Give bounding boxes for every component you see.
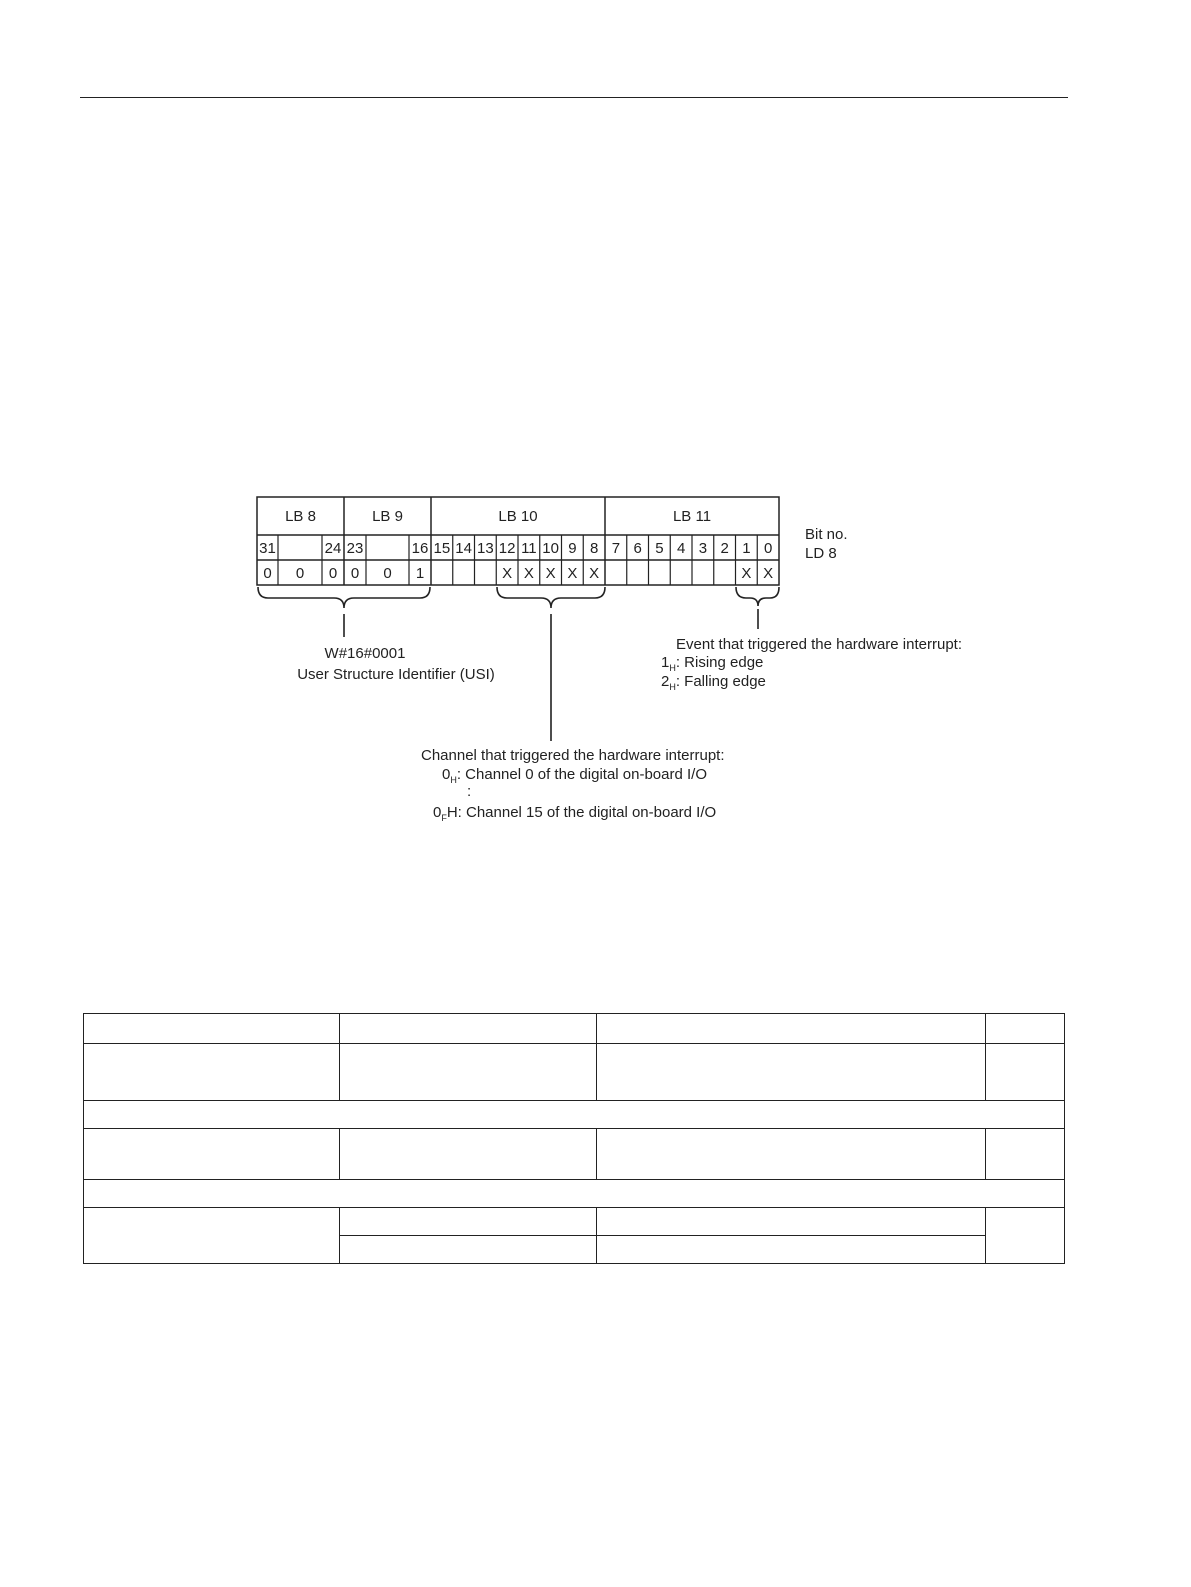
bit-number: 1 — [742, 540, 751, 557]
bit-number: 16 — [411, 540, 429, 557]
bit-number: 24 — [324, 540, 342, 557]
bit-value: 1 — [415, 565, 425, 582]
table-cell — [84, 1208, 340, 1264]
table-cell — [986, 1014, 1065, 1044]
table-cell — [84, 1180, 1065, 1208]
bit-number: 10 — [542, 540, 559, 557]
table-cell — [986, 1208, 1065, 1264]
bit-number: 31 — [259, 540, 276, 557]
channel-15 — [433, 804, 716, 823]
table-cell — [340, 1208, 597, 1236]
bit-number: 2 — [720, 540, 729, 557]
bit-number: 8 — [589, 540, 599, 557]
table-cell — [597, 1208, 986, 1236]
bit-number: 23 — [346, 540, 364, 557]
bit-value: X — [589, 565, 600, 582]
usi-brace — [258, 587, 430, 608]
table-cell — [84, 1101, 1065, 1129]
table-cell — [597, 1129, 986, 1180]
channel-15-sub: F — [441, 813, 447, 823]
bit-value: X — [567, 565, 578, 582]
table-row — [84, 1101, 1065, 1129]
bit-number: 15 — [433, 540, 451, 557]
bit-number: 11 — [521, 540, 537, 557]
table-cell — [597, 1014, 986, 1044]
channel-0-text: : Channel 0 of the digital on-board I/O — [456, 766, 708, 783]
event-falling — [661, 673, 766, 692]
table-cell — [340, 1236, 597, 1264]
bit-value: X — [763, 565, 774, 582]
usi-name: User Structure Identifier (USI) — [297, 666, 495, 683]
bit-number: 0 — [763, 540, 773, 557]
table-cell — [597, 1044, 986, 1101]
table-cell — [986, 1129, 1065, 1180]
event-falling-text: : Falling edge — [675, 673, 766, 690]
dword-label: LD 8 — [805, 545, 837, 562]
table-cell — [340, 1044, 597, 1101]
table-row — [84, 1129, 1065, 1180]
table-row — [84, 1208, 1065, 1236]
channel-15-text: H: Channel 15 of the digital on-board I/O — [446, 804, 717, 821]
channel-15-num: 0 — [433, 804, 442, 821]
bit-value: X — [502, 565, 513, 582]
event-falling-num: 2 — [661, 673, 670, 690]
channel-ellipsis: : — [467, 783, 472, 800]
byte-label-lb9: LB 9 — [372, 508, 403, 525]
table-cell — [84, 1014, 340, 1044]
channel-0 — [442, 766, 707, 785]
bit-value: 0 — [328, 565, 338, 582]
bit-number: 7 — [611, 540, 621, 557]
event-rising-sub: H — [669, 663, 676, 673]
bit-value: 0 — [295, 565, 305, 582]
event-brace — [736, 587, 779, 606]
bit-number: 3 — [698, 540, 708, 557]
bit-value: 0 — [263, 565, 272, 582]
table-cell — [84, 1129, 340, 1180]
bit-number: 12 — [498, 540, 516, 557]
table-cell — [340, 1129, 597, 1180]
bit-value: X — [545, 565, 556, 582]
table-cell — [340, 1014, 597, 1044]
channel-0-num: 0 — [442, 766, 451, 783]
byte-label-lb10: LB 10 — [498, 508, 538, 525]
empty-table — [83, 1013, 1065, 1264]
table-row — [84, 1014, 1065, 1044]
table-cell — [986, 1044, 1065, 1101]
lb10-lb11-cells — [434, 540, 774, 582]
event-rising-text: : Rising edge — [675, 654, 764, 671]
table-cell — [84, 1044, 340, 1101]
event-rising-num: 1 — [661, 654, 670, 671]
bit-value: X — [741, 565, 752, 582]
event-falling-sub: H — [669, 682, 676, 692]
byte-label-lb11: LB 11 — [672, 508, 712, 525]
bit-number: 13 — [477, 540, 494, 557]
event-rising — [661, 654, 763, 673]
bit-value: X — [523, 565, 534, 582]
usi-code: W#16#0001 — [324, 645, 406, 662]
table-row — [84, 1044, 1065, 1101]
channel-title: Channel that triggered the hardware interrupt: — [421, 747, 725, 764]
bit-no-label: Bit no. — [805, 526, 848, 543]
event-title: Event that triggered the hardware interrupt: — [676, 636, 962, 653]
bit-number: 4 — [676, 540, 686, 557]
bit-value: 0 — [383, 565, 392, 582]
bit-value: 0 — [350, 565, 360, 582]
byte-label-lb8: LB 8 — [285, 508, 316, 525]
bit-number: 9 — [568, 540, 577, 557]
channel-brace — [497, 587, 605, 608]
bit-number: 5 — [655, 540, 664, 557]
table-row — [84, 1180, 1065, 1208]
bit-number: 6 — [633, 540, 642, 557]
bit-number: 14 — [455, 540, 472, 557]
channel-0-sub: H — [450, 775, 457, 785]
table-cell — [597, 1236, 986, 1264]
